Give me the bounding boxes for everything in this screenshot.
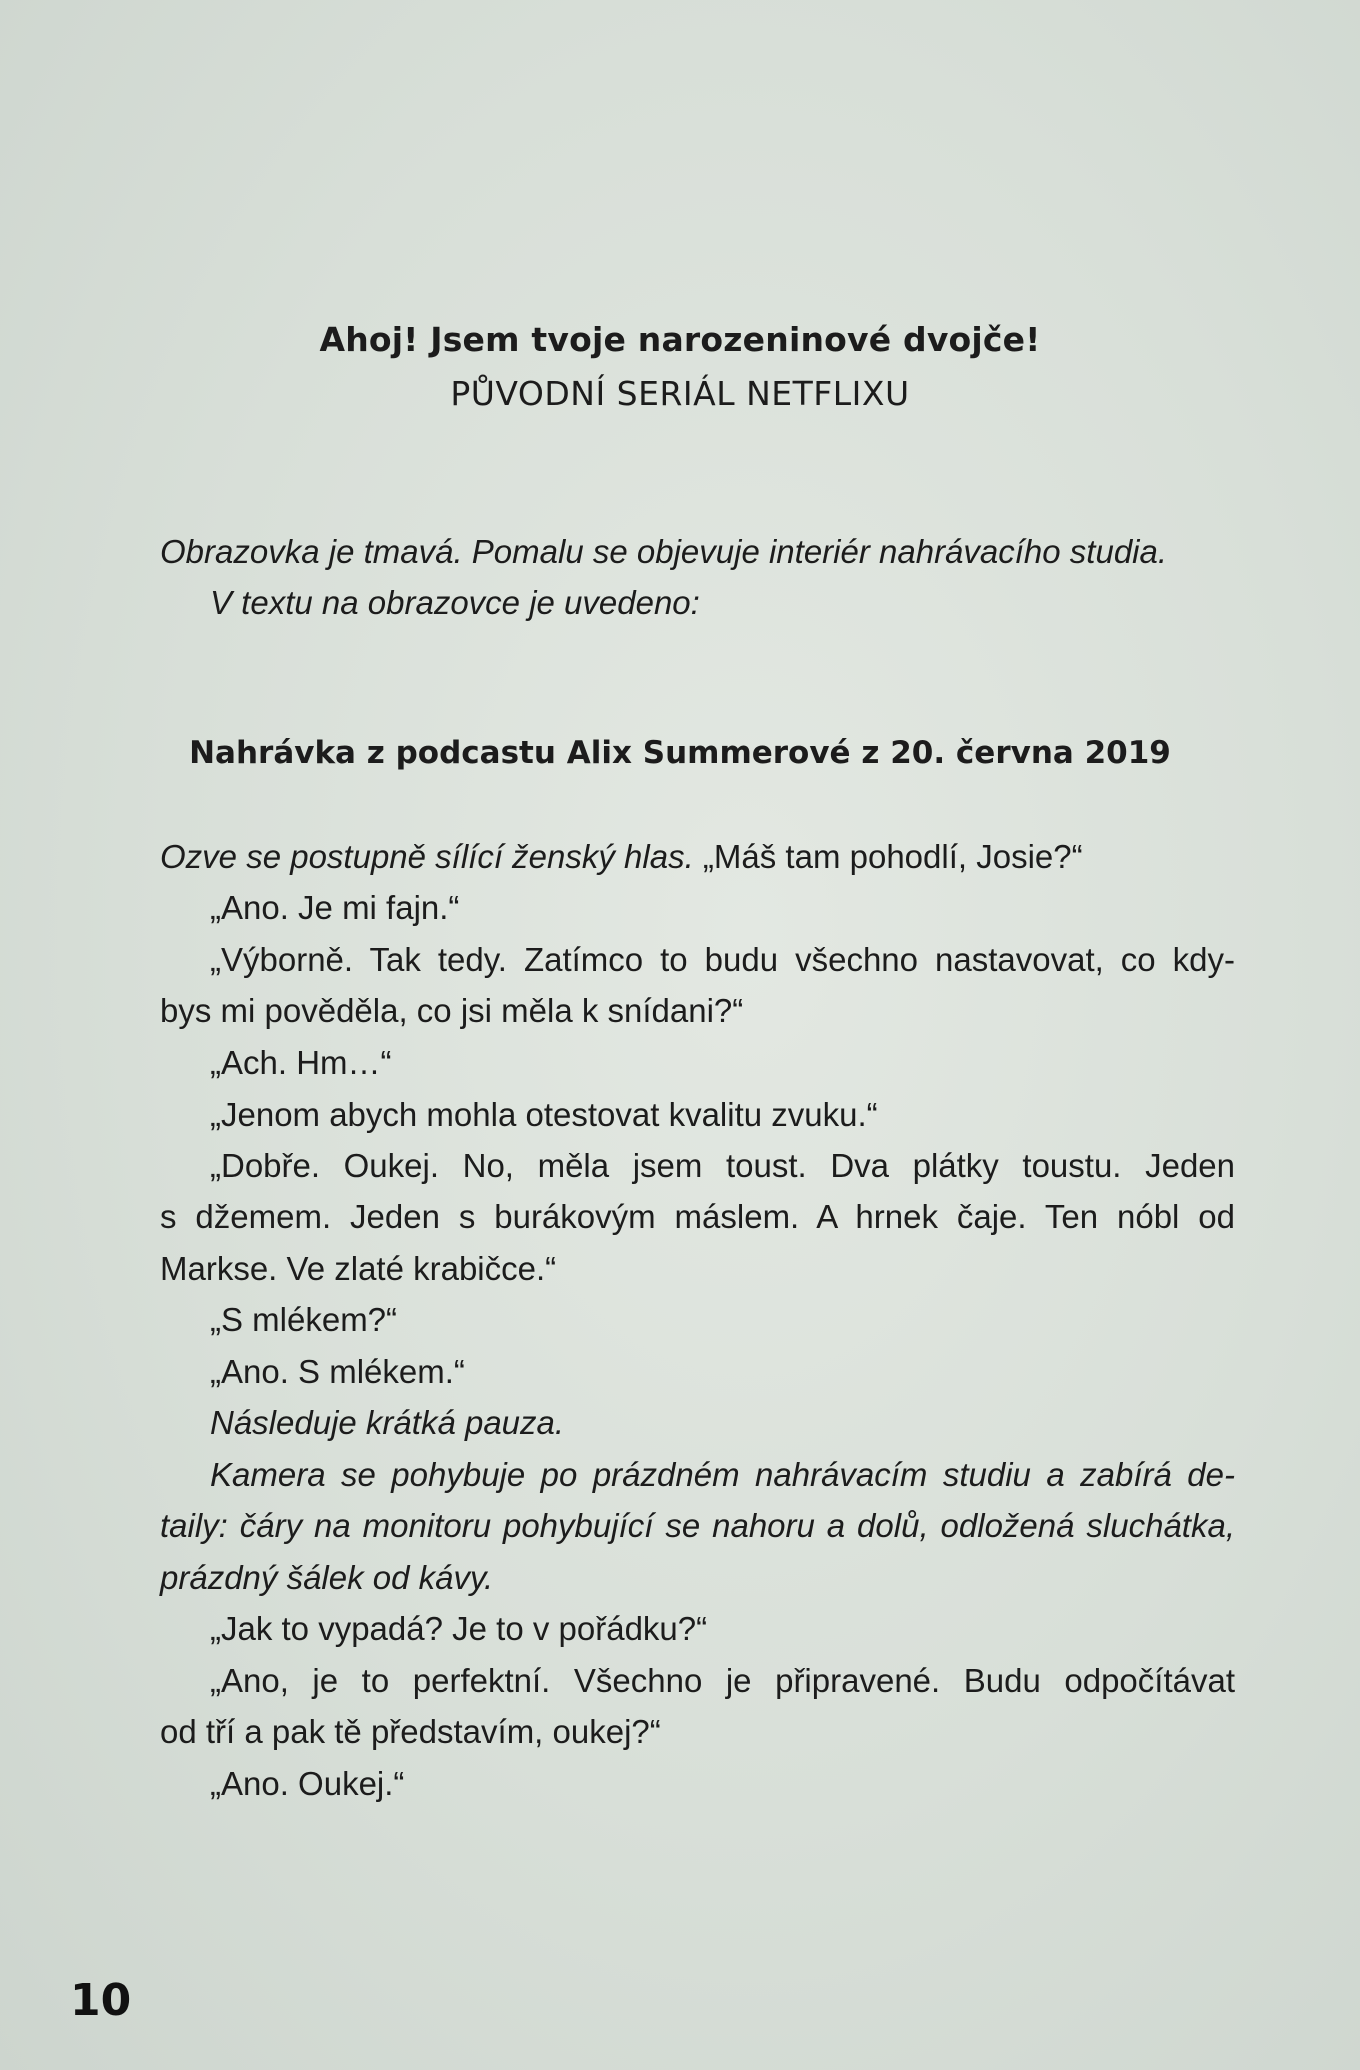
body-line-2: „Ano. Je mi fajn.“ — [210, 889, 460, 926]
chapter-title: Ahoj! Jsem tvoje narozeninové dvojče! — [319, 320, 1041, 359]
intro-line-2: V textu na obrazovce je uvedeno: — [210, 584, 700, 621]
body-line-7: „Dobře. Oukej. No, měla jsem toust. Dva plátky toustu. Jeden — [210, 1147, 1235, 1184]
body-line-10: „S mlékem?“ — [210, 1301, 398, 1338]
body-line-17: „Ano, je to perfektní. Všechno je připravené. Budu odpočítávat — [210, 1662, 1235, 1699]
body-line-13: Kamera se pohybuje po prázdném nahrávacím studiu a zabírá de- — [210, 1456, 1235, 1493]
page-number: 10 — [70, 1975, 132, 2026]
body-line-14: taily: čáry na monitoru pohybující se nahoru a dolů, odložená sluchátka, — [160, 1507, 1235, 1544]
body-line-18: od tří a pak tě představím, oukej?“ — [160, 1713, 661, 1750]
dialogue: „Máš tam pohodlí, Josie?“ — [693, 838, 1083, 875]
body-line-3: „Výborně. Tak tedy. Zatímco to budu všechno nastavovat, co kdy- — [210, 941, 1235, 978]
body-line-11: „Ano. S mlékem.“ — [210, 1353, 465, 1390]
body-line-5: „Ach. Hm…“ — [210, 1044, 392, 1081]
stage-direction: Ozve se postupně sílící ženský hlas. — [160, 838, 694, 875]
body-line-19: „Ano. Oukej.“ — [210, 1765, 405, 1802]
body-line-8: s džemem. Jeden s burákovým máslem. A hrnek čaje. Ten nóbl od — [160, 1198, 1235, 1235]
recording-title: Nahrávka z podcastu Alix Summerové z 20. června 2019 — [189, 735, 1171, 771]
body-line-9: Markse. Ve zlaté krabičce.“ — [160, 1250, 557, 1287]
body-line-6: „Jenom abych mohla otestovat kvalitu zvuku.“ — [210, 1096, 878, 1133]
body-line-15: prázdný šálek od kávy. — [160, 1559, 494, 1596]
body-line-16: „Jak to vypadá? Je to v pořádku?“ — [210, 1610, 708, 1647]
body-line-1 — [160, 837, 1083, 877]
body-line-4: bys mi pověděla, co jsi měla k snídani?“ — [160, 992, 744, 1029]
chapter-subtitle: PŮVODNÍ SERIÁL NETFLIXU — [450, 374, 910, 413]
body-line-12: Následuje krátká pauza. — [210, 1404, 565, 1441]
intro-line-1: Obrazovka je tmavá. Pomalu se objevuje interiér nahrávacího studia. — [160, 533, 1168, 570]
